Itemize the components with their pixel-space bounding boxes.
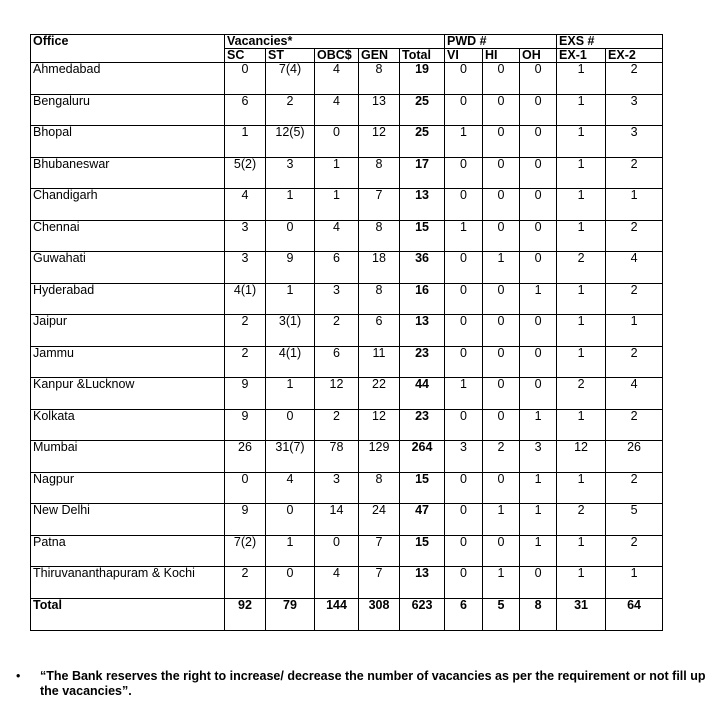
- cell-st: 1: [266, 378, 315, 410]
- cell-gen: 8: [359, 472, 400, 504]
- cell-hi: 0: [483, 63, 520, 95]
- table-body: [31, 63, 663, 599]
- cell-gen: 7: [359, 535, 400, 567]
- footnote-text: “The Bank reserves the right to increase/ decrease the number of vacancies as per the requirement or not fill up the vacancies”.: [40, 669, 706, 698]
- cell-ex2: 2: [606, 472, 663, 504]
- table-row: [31, 315, 663, 347]
- cell-total: 16: [400, 283, 445, 315]
- header-row-groups: [31, 35, 663, 49]
- cell-ex1: 1: [557, 409, 606, 441]
- cell-gen: 129: [359, 441, 400, 473]
- cell-total: 264: [400, 441, 445, 473]
- cell-total: 23: [400, 409, 445, 441]
- cell-sc: 7(2): [225, 535, 266, 567]
- cell-oh: 3: [520, 441, 557, 473]
- cell-ex1: 12: [557, 441, 606, 473]
- table-row: [31, 63, 663, 95]
- cell-hi: 0: [483, 189, 520, 221]
- cell-vi: 1: [445, 126, 483, 158]
- cell-total: 36: [400, 252, 445, 284]
- cell-obc: 2: [315, 315, 359, 347]
- cell-hi: 2: [483, 441, 520, 473]
- cell-ex1: 1: [557, 472, 606, 504]
- cell-sc: 0: [225, 472, 266, 504]
- table-row: [31, 504, 663, 536]
- cell-st: 4: [266, 472, 315, 504]
- header-vi: VI: [445, 49, 483, 63]
- cell-st: 31(7): [266, 441, 315, 473]
- cell-office: Ahmedabad: [31, 63, 225, 95]
- table-row: [31, 346, 663, 378]
- footnote: [16, 669, 706, 699]
- cell-oh: 0: [520, 220, 557, 252]
- cell-ex2: 2: [606, 157, 663, 189]
- cell-total: 15: [400, 535, 445, 567]
- table-row: [31, 378, 663, 410]
- cell-ex2: 2: [606, 409, 663, 441]
- cell-vi: 0: [445, 63, 483, 95]
- cell-st: 12(5): [266, 126, 315, 158]
- cell-ex1: 2: [557, 252, 606, 284]
- cell-total: 13: [400, 567, 445, 599]
- cell-ex2: 1: [606, 567, 663, 599]
- header-row-columns: [31, 49, 663, 63]
- cell-office: Chandigarh: [31, 189, 225, 221]
- cell-office: Jaipur: [31, 315, 225, 347]
- cell-hi: 0: [483, 157, 520, 189]
- header-exs: EXS #: [557, 35, 663, 49]
- cell-hi: 1: [483, 567, 520, 599]
- cell-st: 1: [266, 283, 315, 315]
- total-label: Total: [31, 598, 225, 630]
- cell-sc: 9: [225, 409, 266, 441]
- cell-hi: 1: [483, 504, 520, 536]
- cell-vi: 0: [445, 472, 483, 504]
- cell-ex2: 3: [606, 126, 663, 158]
- cell-hi: 0: [483, 126, 520, 158]
- cell-st: 3: [266, 157, 315, 189]
- cell-oh: 0: [520, 126, 557, 158]
- cell-obc: 0: [315, 535, 359, 567]
- cell-sc: 3: [225, 252, 266, 284]
- table-row: [31, 189, 663, 221]
- cell-total: 17: [400, 157, 445, 189]
- cell-total: 13: [400, 315, 445, 347]
- cell-obc: 2: [315, 409, 359, 441]
- cell-ex1: 1: [557, 189, 606, 221]
- cell-st: 1: [266, 189, 315, 221]
- cell-vi: 0: [445, 504, 483, 536]
- cell-office: Mumbai: [31, 441, 225, 473]
- cell-office: Bhopal: [31, 126, 225, 158]
- cell-gen: 12: [359, 126, 400, 158]
- table-row: [31, 409, 663, 441]
- bullet-icon: •: [16, 669, 21, 683]
- total-ex1: 31: [557, 598, 606, 630]
- cell-obc: 3: [315, 472, 359, 504]
- table-row: [31, 535, 663, 567]
- cell-gen: 8: [359, 220, 400, 252]
- cell-hi: 0: [483, 535, 520, 567]
- cell-vi: 0: [445, 283, 483, 315]
- total-row: [31, 598, 663, 630]
- total-sc: 92: [225, 598, 266, 630]
- cell-ex1: 2: [557, 378, 606, 410]
- table-row: [31, 252, 663, 284]
- cell-ex1: 1: [557, 535, 606, 567]
- table-row: [31, 567, 663, 599]
- header-ex2: EX-2: [606, 49, 663, 63]
- cell-hi: 1: [483, 252, 520, 284]
- header-gen: GEN: [359, 49, 400, 63]
- table-row: [31, 126, 663, 158]
- cell-gen: 7: [359, 189, 400, 221]
- header-hi: HI: [483, 49, 520, 63]
- cell-ex1: 1: [557, 315, 606, 347]
- cell-gen: 13: [359, 94, 400, 126]
- cell-office: Kolkata: [31, 409, 225, 441]
- cell-sc: 4: [225, 189, 266, 221]
- cell-total: 19: [400, 63, 445, 95]
- cell-hi: 0: [483, 315, 520, 347]
- cell-vi: 1: [445, 378, 483, 410]
- cell-ex1: 1: [557, 567, 606, 599]
- cell-gen: 8: [359, 63, 400, 95]
- cell-st: 4(1): [266, 346, 315, 378]
- cell-obc: 3: [315, 283, 359, 315]
- cell-vi: 0: [445, 94, 483, 126]
- table-row: [31, 220, 663, 252]
- cell-ex2: 2: [606, 535, 663, 567]
- header-office: Office: [31, 35, 225, 49]
- cell-ex2: 1: [606, 315, 663, 347]
- cell-vi: 0: [445, 409, 483, 441]
- cell-hi: 0: [483, 94, 520, 126]
- cell-office: Patna: [31, 535, 225, 567]
- cell-st: 0: [266, 504, 315, 536]
- cell-sc: 2: [225, 567, 266, 599]
- cell-office: Hyderabad: [31, 283, 225, 315]
- header-oh: OH: [520, 49, 557, 63]
- cell-office: Jammu: [31, 346, 225, 378]
- cell-vi: 0: [445, 346, 483, 378]
- cell-gen: 22: [359, 378, 400, 410]
- cell-office: Bhubaneswar: [31, 157, 225, 189]
- cell-office: Kanpur &Lucknow: [31, 378, 225, 410]
- cell-total: 44: [400, 378, 445, 410]
- cell-oh: 1: [520, 472, 557, 504]
- cell-oh: 0: [520, 63, 557, 95]
- table-row: [31, 441, 663, 473]
- cell-vi: 0: [445, 157, 483, 189]
- total-st: 79: [266, 598, 315, 630]
- cell-ex2: 2: [606, 63, 663, 95]
- cell-oh: 0: [520, 378, 557, 410]
- cell-ex2: 5: [606, 504, 663, 536]
- cell-sc: 9: [225, 378, 266, 410]
- cell-ex2: 4: [606, 252, 663, 284]
- cell-ex1: 1: [557, 94, 606, 126]
- cell-vi: 0: [445, 315, 483, 347]
- table-row: [31, 472, 663, 504]
- vacancy-table: [30, 34, 663, 631]
- cell-ex2: 3: [606, 94, 663, 126]
- cell-ex2: 2: [606, 283, 663, 315]
- cell-oh: 0: [520, 157, 557, 189]
- cell-gen: 8: [359, 283, 400, 315]
- cell-sc: 5(2): [225, 157, 266, 189]
- cell-oh: 1: [520, 535, 557, 567]
- cell-office: New Delhi: [31, 504, 225, 536]
- header-vacancies: Vacancies*: [225, 35, 445, 49]
- cell-hi: 0: [483, 472, 520, 504]
- cell-office: Bengaluru: [31, 94, 225, 126]
- cell-st: 0: [266, 409, 315, 441]
- cell-sc: 9: [225, 504, 266, 536]
- table-row: [31, 94, 663, 126]
- cell-sc: 4(1): [225, 283, 266, 315]
- cell-obc: 12: [315, 378, 359, 410]
- cell-sc: 0: [225, 63, 266, 95]
- cell-ex1: 2: [557, 504, 606, 536]
- cell-obc: 0: [315, 126, 359, 158]
- cell-gen: 7: [359, 567, 400, 599]
- cell-st: 7(4): [266, 63, 315, 95]
- cell-obc: 1: [315, 189, 359, 221]
- cell-ex1: 1: [557, 126, 606, 158]
- cell-st: 0: [266, 567, 315, 599]
- cell-gen: 24: [359, 504, 400, 536]
- cell-obc: 1: [315, 157, 359, 189]
- table-row: [31, 157, 663, 189]
- header-ex1: EX-1: [557, 49, 606, 63]
- header-office-spacer: [31, 49, 225, 63]
- cell-hi: 0: [483, 378, 520, 410]
- cell-vi: 0: [445, 252, 483, 284]
- cell-sc: 26: [225, 441, 266, 473]
- cell-gen: 8: [359, 157, 400, 189]
- cell-obc: 78: [315, 441, 359, 473]
- header-pwd: PWD #: [445, 35, 557, 49]
- cell-sc: 1: [225, 126, 266, 158]
- cell-sc: 6: [225, 94, 266, 126]
- cell-vi: 0: [445, 567, 483, 599]
- cell-st: 3(1): [266, 315, 315, 347]
- cell-obc: 6: [315, 252, 359, 284]
- header-sc: SC: [225, 49, 266, 63]
- cell-oh: 0: [520, 346, 557, 378]
- total-oh: 8: [520, 598, 557, 630]
- cell-obc: 4: [315, 220, 359, 252]
- header-total: Total: [400, 49, 445, 63]
- cell-gen: 6: [359, 315, 400, 347]
- cell-ex2: 2: [606, 346, 663, 378]
- cell-ex1: 1: [557, 283, 606, 315]
- table-row: [31, 283, 663, 315]
- cell-obc: 4: [315, 63, 359, 95]
- total-hi: 5: [483, 598, 520, 630]
- cell-gen: 18: [359, 252, 400, 284]
- cell-obc: 4: [315, 567, 359, 599]
- cell-oh: 0: [520, 315, 557, 347]
- cell-hi: 0: [483, 409, 520, 441]
- cell-total: 25: [400, 126, 445, 158]
- cell-ex1: 1: [557, 157, 606, 189]
- cell-ex2: 1: [606, 189, 663, 221]
- cell-oh: 0: [520, 567, 557, 599]
- cell-oh: 0: [520, 94, 557, 126]
- cell-oh: 0: [520, 189, 557, 221]
- total-ex2: 64: [606, 598, 663, 630]
- cell-st: 1: [266, 535, 315, 567]
- cell-vi: 0: [445, 189, 483, 221]
- header-obc: OBC$: [315, 49, 359, 63]
- cell-obc: 14: [315, 504, 359, 536]
- cell-gen: 11: [359, 346, 400, 378]
- cell-oh: 1: [520, 283, 557, 315]
- cell-vi: 1: [445, 220, 483, 252]
- cell-vi: 0: [445, 535, 483, 567]
- cell-office: Chennai: [31, 220, 225, 252]
- cell-total: 15: [400, 472, 445, 504]
- cell-oh: 0: [520, 252, 557, 284]
- cell-total: 47: [400, 504, 445, 536]
- cell-gen: 12: [359, 409, 400, 441]
- cell-st: 0: [266, 220, 315, 252]
- total-gen: 308: [359, 598, 400, 630]
- total-vi: 6: [445, 598, 483, 630]
- header-st: ST: [266, 49, 315, 63]
- cell-ex1: 1: [557, 346, 606, 378]
- cell-office: Guwahati: [31, 252, 225, 284]
- cell-hi: 0: [483, 346, 520, 378]
- cell-office: Thiruvananthapuram & Kochi: [31, 567, 225, 599]
- cell-sc: 2: [225, 315, 266, 347]
- cell-total: 23: [400, 346, 445, 378]
- cell-st: 9: [266, 252, 315, 284]
- cell-obc: 6: [315, 346, 359, 378]
- cell-total: 25: [400, 94, 445, 126]
- total-total: 623: [400, 598, 445, 630]
- cell-total: 13: [400, 189, 445, 221]
- cell-oh: 1: [520, 504, 557, 536]
- cell-sc: 2: [225, 346, 266, 378]
- cell-obc: 4: [315, 94, 359, 126]
- cell-ex2: 26: [606, 441, 663, 473]
- cell-oh: 1: [520, 409, 557, 441]
- cell-ex2: 4: [606, 378, 663, 410]
- cell-office: Nagpur: [31, 472, 225, 504]
- cell-st: 2: [266, 94, 315, 126]
- cell-ex1: 1: [557, 63, 606, 95]
- cell-sc: 3: [225, 220, 266, 252]
- total-obc: 144: [315, 598, 359, 630]
- cell-ex1: 1: [557, 220, 606, 252]
- cell-hi: 0: [483, 283, 520, 315]
- cell-hi: 0: [483, 220, 520, 252]
- cell-ex2: 2: [606, 220, 663, 252]
- cell-vi: 3: [445, 441, 483, 473]
- cell-total: 15: [400, 220, 445, 252]
